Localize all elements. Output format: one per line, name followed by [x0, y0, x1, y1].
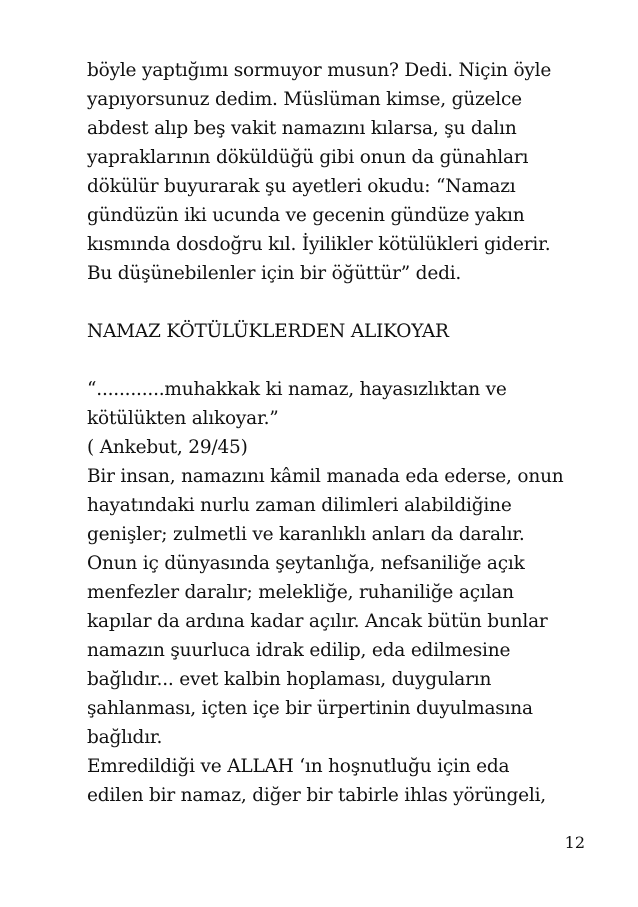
- text-line: Onun iç dünyasında şeytanlığa, nefsaniliğe açık: [87, 553, 525, 574]
- quote-line: kötülükten alıkoyar.”: [87, 408, 279, 429]
- text-line: hayatındaki nurlu zaman dilimleri alabildiğine: [87, 495, 512, 516]
- text-line: dökülür buyurarak şu ayetleri okudu: “Namazı: [87, 176, 516, 197]
- text-line: böyle yaptığımı sormuyor musun? Dedi. Niçin öyle: [87, 60, 552, 81]
- section-heading: NAMAZ KÖTÜLÜKLERDEN ALIKOYAR: [87, 321, 449, 342]
- text-line: gündüzün iki ucunda ve gecenin gündüze yakın: [87, 205, 525, 226]
- text-line: bağlıdır... evet kalbin hoplaması, duyguların: [87, 669, 492, 690]
- text-line: yapraklarının döküldüğü gibi onun da günahları: [87, 147, 529, 168]
- text-line: kapılar da ardına kadar açılır. Ancak bütün bunlar: [87, 611, 548, 632]
- text-line: bağlıdır.: [87, 727, 163, 748]
- text-line: Bir insan, namazını kâmil manada eda ederse, onun: [87, 466, 564, 487]
- text-line: Emredildiği ve ALLAH ‘ın hoşnutluğu için eda: [87, 756, 510, 777]
- page-number: 12: [564, 833, 585, 852]
- text-line: şahlanması, içten içe bir ürpertinin duyulmasına: [87, 698, 533, 719]
- text-line: kısmında dosdoğru kıl. İyilikler kötülükleri giderir.: [87, 234, 551, 255]
- text-line: menfezler daralır; melekliğe, ruhaniliğe açılan: [87, 582, 514, 603]
- quote-line: “............muhakkak ki namaz, hayasızlıktan ve: [87, 379, 507, 400]
- blank-line: [87, 346, 602, 375]
- text-line: namazın şuurluca idrak edilip, eda edilmesine: [87, 640, 511, 661]
- quote-citation: ( Ankebut, 29/45): [87, 437, 248, 458]
- text-line: Bu düşünebilenler için bir öğüttür” dedi.: [87, 263, 462, 284]
- body-text: [87, 56, 602, 810]
- blank-line: [87, 288, 602, 317]
- text-line: genişler; zulmetli ve karanlıklı anları da daralır.: [87, 524, 525, 545]
- text-line: abdest alıp beş vakit namazını kılarsa, şu dalın: [87, 118, 517, 139]
- text-line: edilen bir namaz, diğer bir tabirle ihlas yörüngeli,: [87, 785, 546, 806]
- text-line: yapıyorsunuz dedim. Müslüman kimse, güzelce: [87, 89, 522, 110]
